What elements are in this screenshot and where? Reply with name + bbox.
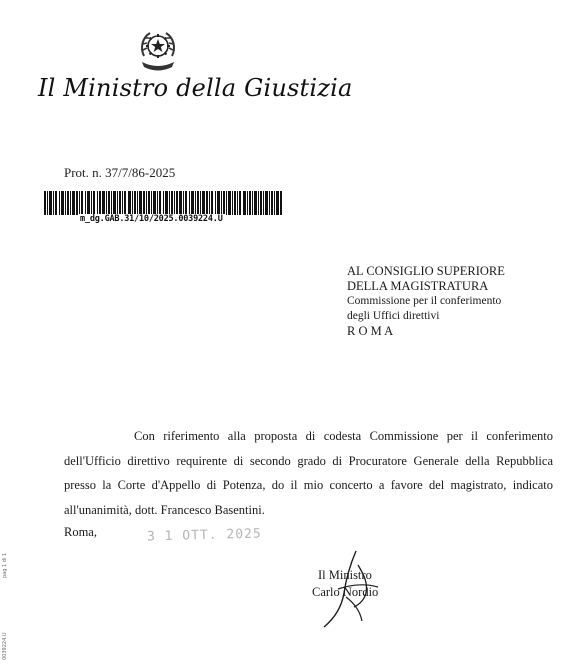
date-stamp: 3 1 OTT. 2025 [146,526,262,545]
recipient-address [347,264,505,339]
barcode-bars [44,191,282,215]
body-paragraph: Con riferimento alla proposta di codesta Commissione per il conferimento dell'Ufficio direttivo requirente di secondo grado di Procuratore Generale della Repubblica presso la Corte d'Appello di Potenza, do il mio concerto a favore del magistrato, indicato all'unanimità, dott. Francesco Basentini. [64,429,553,517]
recipient-city: R O M A [347,324,394,338]
ministry-heading: Il Ministro della Giustizia [38,74,353,102]
recipient-line-4: degli Uffici direttivi [347,310,440,322]
signatory-name: Carlo Nordio [312,585,379,599]
document-id-stamp: 0039224.U [2,632,8,660]
protocol-number: Prot. n. 37/7/86-2025 [64,165,176,180]
recipient-line-3: Commissione per il conferimento [347,295,502,307]
italian-republic-emblem-icon [136,26,180,74]
recipient-line-2: DELLA MAGISTRATURA [347,279,489,293]
letter-body [64,424,553,522]
page-count-stamp: pag 1 di 1 [2,552,8,578]
barcode-caption: m_dg.GAB.31/10/2025.0039224.U [80,214,223,224]
place-label: Roma, [64,525,97,539]
signatory-title: Il Ministro [318,568,372,582]
recipient-line-1: AL CONSIGLIO SUPERIORE [347,264,505,278]
